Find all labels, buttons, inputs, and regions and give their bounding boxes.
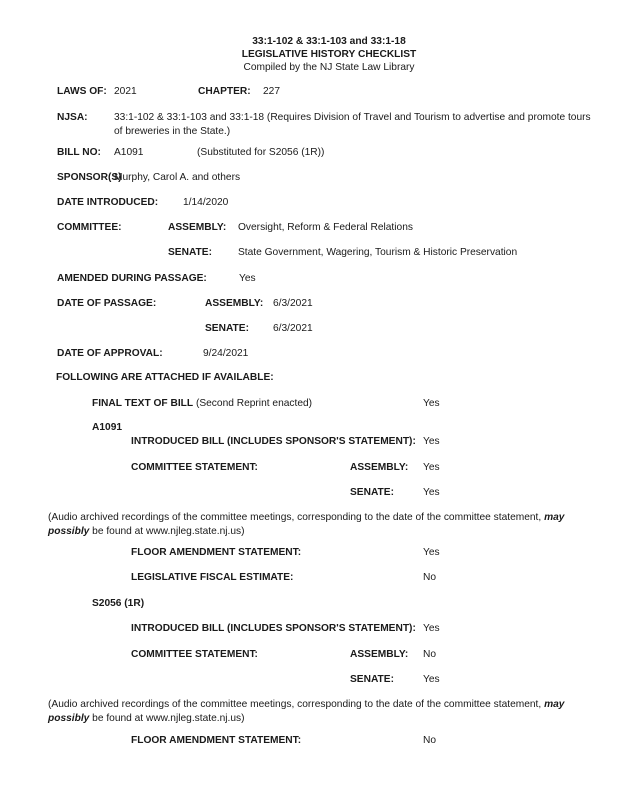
a1091-senate-value: Yes bbox=[423, 487, 440, 498]
final-text-value: Yes bbox=[423, 398, 440, 409]
bill-no-label: BILL NO: bbox=[57, 147, 101, 158]
a1091-fiscal-estimate-value: No bbox=[423, 572, 437, 583]
amended-value: Yes bbox=[239, 273, 256, 284]
passage-label: DATE OF PASSAGE: bbox=[57, 298, 157, 309]
date-introduced-label: DATE INTRODUCED: bbox=[57, 197, 159, 208]
s2056-introduced-label: INTRODUCED BILL (INCLUDES SPONSOR'S STATEMENT): bbox=[131, 623, 416, 634]
njsa-label: NJSA: bbox=[57, 112, 88, 123]
sponsors-value: Murphy, Carol A. and others bbox=[114, 172, 241, 183]
bill-no-value: A1091 bbox=[114, 147, 144, 158]
passage-assembly-value: 6/3/2021 bbox=[273, 298, 313, 309]
a1091-introduced-label: INTRODUCED BILL (INCLUDES SPONSOR'S STATEMENT): bbox=[131, 436, 416, 447]
s2056-assembly-value: No bbox=[423, 649, 437, 660]
passage-assembly-label: ASSEMBLY: bbox=[205, 298, 264, 309]
sponsors-label: SPONSOR(S) bbox=[57, 172, 122, 183]
s2056-senate-value: Yes bbox=[423, 674, 440, 685]
amended-label: AMENDED DURING PASSAGE: bbox=[57, 273, 207, 284]
laws-of-value: 2021 bbox=[114, 86, 137, 97]
bill-heading-s2056: S2056 (1R) bbox=[92, 598, 145, 609]
committee-assembly-label: ASSEMBLY: bbox=[168, 222, 227, 233]
a1091-assembly-label: ASSEMBLY: bbox=[350, 462, 409, 473]
a1091-assembly-value: Yes bbox=[423, 462, 440, 473]
header-citation: 33:1-102 & 33:1-103 and 33:1-18 bbox=[252, 36, 406, 47]
passage-senate-value: 6/3/2021 bbox=[273, 323, 313, 334]
approval-label: DATE OF APPROVAL: bbox=[57, 348, 163, 359]
committee-assembly-value: Oversight, Reform & Federal Relations bbox=[238, 222, 413, 233]
chapter-label: CHAPTER: bbox=[198, 86, 251, 97]
final-text-label: FINAL TEXT OF BILL bbox=[92, 398, 194, 409]
audio-note-1-suffix: be found at www.njleg.state.nj.us) bbox=[89, 526, 245, 537]
passage-senate-label: SENATE: bbox=[205, 323, 249, 334]
a1091-floor-amendment-label: FLOOR AMENDMENT STATEMENT: bbox=[131, 547, 302, 558]
committee-senate-label: SENATE: bbox=[168, 247, 212, 258]
laws-of-label: LAWS OF: bbox=[57, 86, 107, 97]
audio-note-2 bbox=[48, 698, 593, 726]
final-text-line bbox=[92, 397, 312, 411]
s2056-floor-amendment-value: No bbox=[423, 735, 437, 746]
header-title: LEGISLATIVE HISTORY CHECKLIST bbox=[241, 49, 417, 60]
committee-senate-value: State Government, Wagering, Tourism & Historic Preservation bbox=[238, 247, 518, 258]
s2056-senate-label: SENATE: bbox=[350, 674, 394, 685]
njsa-value: 33:1-102 & 33:1-103 and 33:1-18 (Requires Division of Travel and Tourism to advertise and promote tours of breweries in the State.) bbox=[114, 112, 591, 137]
a1091-fiscal-estimate-label: LEGISLATIVE FISCAL ESTIMATE: bbox=[131, 572, 294, 583]
date-introduced-value: 1/14/2020 bbox=[183, 197, 229, 208]
s2056-committee-statement-label: COMMITTEE STATEMENT: bbox=[131, 649, 258, 660]
chapter-value: 227 bbox=[263, 86, 280, 97]
audio-note-2-prefix: (Audio archived recordings of the committee meetings, corresponding to the date of the committee statement, bbox=[48, 699, 545, 710]
s2056-assembly-label: ASSEMBLY: bbox=[350, 649, 409, 660]
attached-heading: FOLLOWING ARE ATTACHED IF AVAILABLE: bbox=[56, 372, 274, 383]
audio-note-1-emphasis: may possibly bbox=[48, 512, 565, 537]
audio-note-1 bbox=[48, 511, 593, 539]
a1091-senate-label: SENATE: bbox=[350, 487, 394, 498]
a1091-committee-statement-label: COMMITTEE STATEMENT: bbox=[131, 462, 258, 473]
final-text-note: (Second Reprint enacted) bbox=[193, 398, 313, 409]
a1091-introduced-value: Yes bbox=[423, 436, 440, 447]
a1091-floor-amendment-value: Yes bbox=[423, 547, 440, 558]
committee-label: COMMITTEE: bbox=[57, 222, 122, 233]
approval-value: 9/24/2021 bbox=[203, 348, 249, 359]
bill-no-note: (Substituted for S2056 (1R)) bbox=[197, 147, 325, 158]
bill-heading-a1091: A1091 bbox=[92, 422, 123, 433]
header-compiled-by: Compiled by the NJ State Law Library bbox=[243, 62, 415, 73]
audio-note-2-emphasis: may possibly bbox=[48, 699, 565, 724]
s2056-floor-amendment-label: FLOOR AMENDMENT STATEMENT: bbox=[131, 735, 302, 746]
audio-note-1-prefix: (Audio archived recordings of the committee meetings, corresponding to the date of the committee statement, bbox=[48, 512, 545, 523]
audio-note-2-suffix: be found at www.njleg.state.nj.us) bbox=[89, 713, 245, 724]
s2056-introduced-value: Yes bbox=[423, 623, 440, 634]
